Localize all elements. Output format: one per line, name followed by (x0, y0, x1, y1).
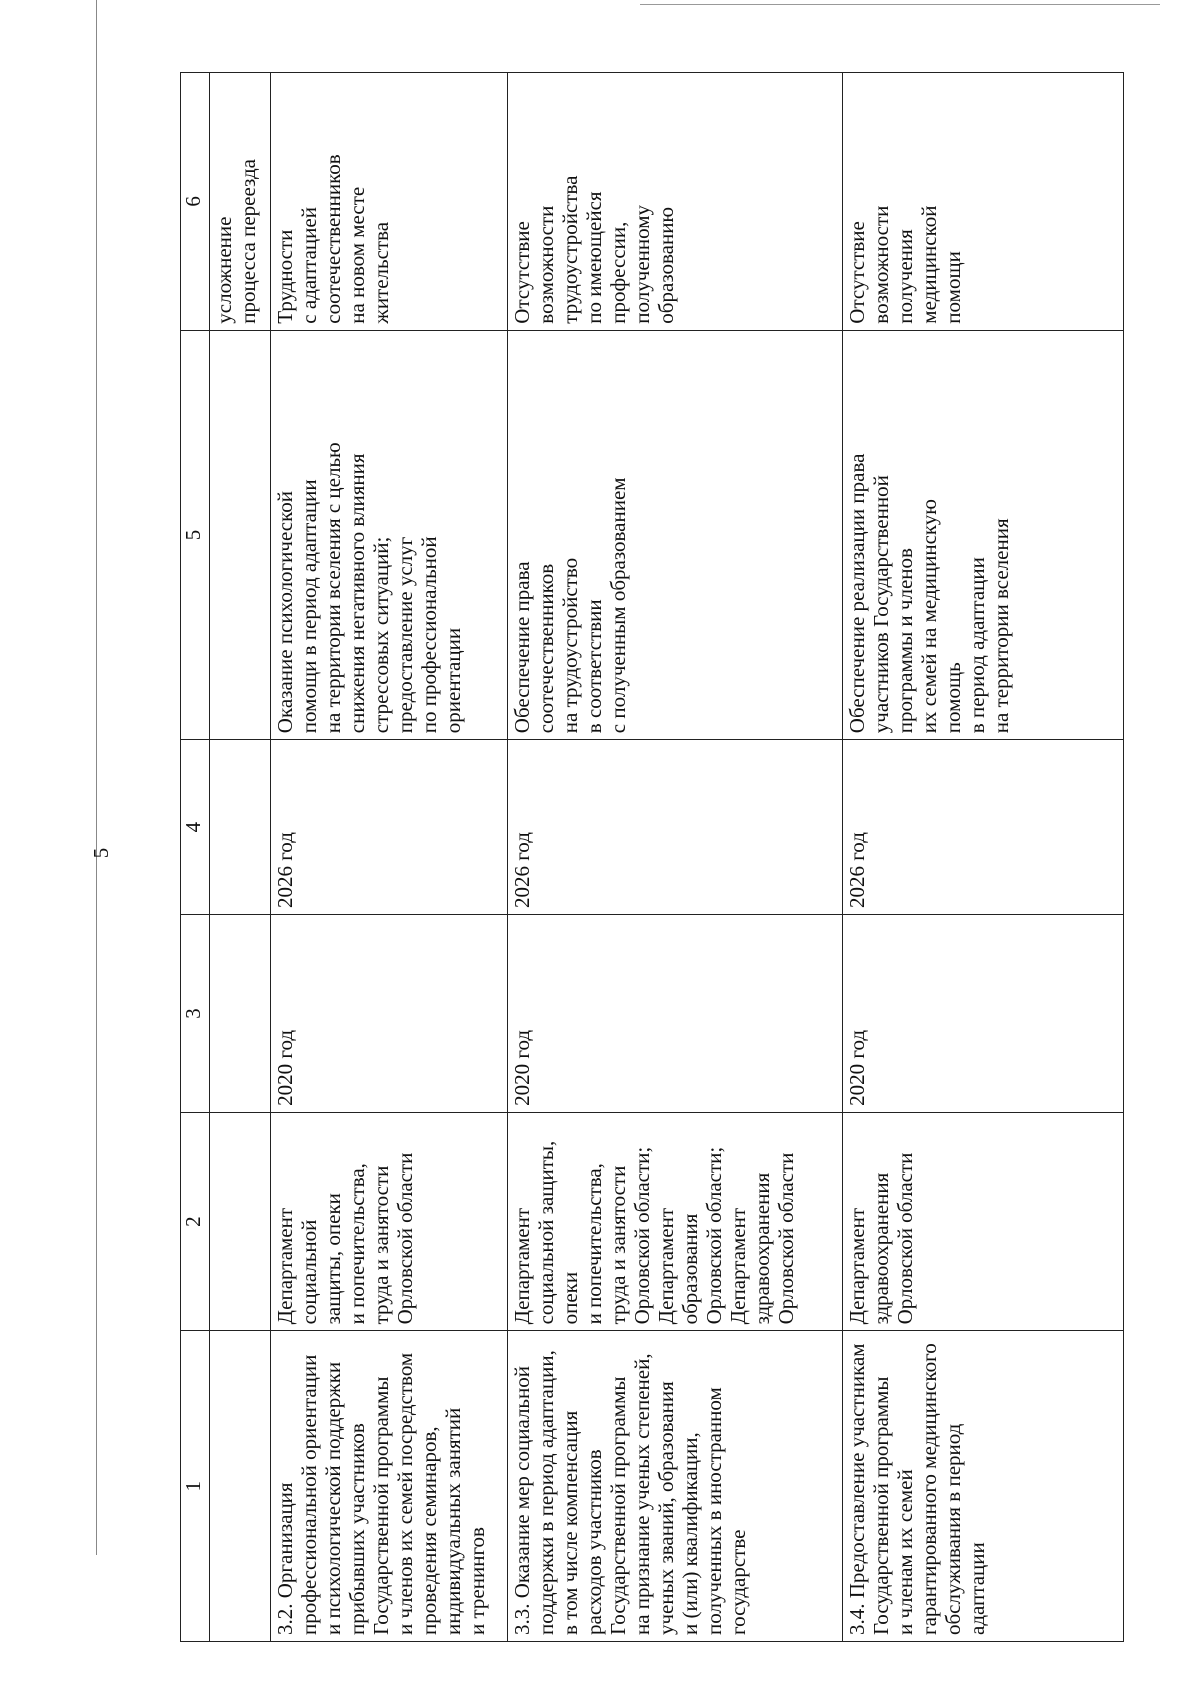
scan-mark-left (96, 0, 97, 1555)
cell-start-year: 2020 год (508, 915, 843, 1113)
header-row (181, 73, 210, 1642)
column-header-1: 1 (181, 1331, 210, 1642)
rotated-table-container (180, 72, 1110, 1642)
cell-executor: Департамент здравоохранения Орловской области (843, 1112, 1124, 1331)
column-header-3: 3 (181, 915, 210, 1113)
cell-executor: Департамент социальной защиты, опеки и попечительства, труда и занятости Орловской области; Департамент образования Орловской области; Департамент здравоохранения Орловской области (508, 1112, 843, 1331)
cell-start-year: 2020 год (843, 915, 1124, 1113)
cell-expected-result: Обеспечение права соотечественников на трудоустройство в соответствии с полученным образованием (508, 330, 843, 740)
cell-expected-result (210, 330, 271, 740)
cell-end-year: 2026 год (508, 740, 843, 915)
measures-table (180, 72, 1124, 1642)
cell-consequence: Трудности с адаптацией соотечественников на новом месте жительства (271, 73, 508, 331)
column-header-2: 2 (181, 1112, 210, 1331)
cell-executor (210, 1112, 271, 1331)
cell-consequence: Отсутствие возможности трудоустройства по имеющейся профессии, полученному образованию (508, 73, 843, 331)
cell-start-year: 2020 год (271, 915, 508, 1113)
cell-measure (210, 1331, 271, 1642)
cell-start-year (210, 915, 271, 1113)
cell-expected-result: Обеспечение реализации права участников Государственной программы и членов их семей на медицинскую помощь в период адаптации на территории вселения (843, 330, 1124, 740)
table-row (508, 73, 843, 1642)
table-row (210, 73, 271, 1642)
page-number: 5 (89, 847, 113, 859)
column-header-6: 6 (181, 73, 210, 331)
cell-end-year: 2026 год (271, 740, 508, 915)
cell-expected-result: Оказание психологической помощи в период адаптации на территории вселения с целью снижения негативного влияния стрессовых ситуаций; предоставление услуг по профессиональной ориентации (271, 330, 508, 740)
cell-consequence: усложнение процесса переезда (210, 73, 271, 331)
cell-measure: 3.4. Предоставление участникам Государственной программы и членам их семей гарантированного медицинского обслуживания в период адаптации (843, 1331, 1124, 1642)
cell-executor: Департамент социальной защиты, опеки и попечительства, труда и занятости Орловской области (271, 1112, 508, 1331)
cell-measure: 3.2. Организация профессиональной ориентации и психологической поддержки прибывших участников Государственной программы и членов их семей посредством проведения семинаров, индивидуальных занятий и тренингов (271, 1331, 508, 1642)
cell-end-year: 2026 год (843, 740, 1124, 915)
column-header-4: 4 (181, 740, 210, 915)
cell-consequence: Отсутствие возможности получения медицинской помощи (843, 73, 1124, 331)
table-row (843, 73, 1124, 1642)
column-header-5: 5 (181, 330, 210, 740)
cell-end-year (210, 740, 271, 915)
table-row (271, 73, 508, 1642)
scan-mark-top (640, 4, 1160, 5)
cell-measure: 3.3. Оказание мер социальной поддержки в период адаптации, в том числе компенсация расходов участников Государственной программы на признание ученых степеней, ученых званий, образования и (или) квалификации, полученных в иностранном государстве (508, 1331, 843, 1642)
